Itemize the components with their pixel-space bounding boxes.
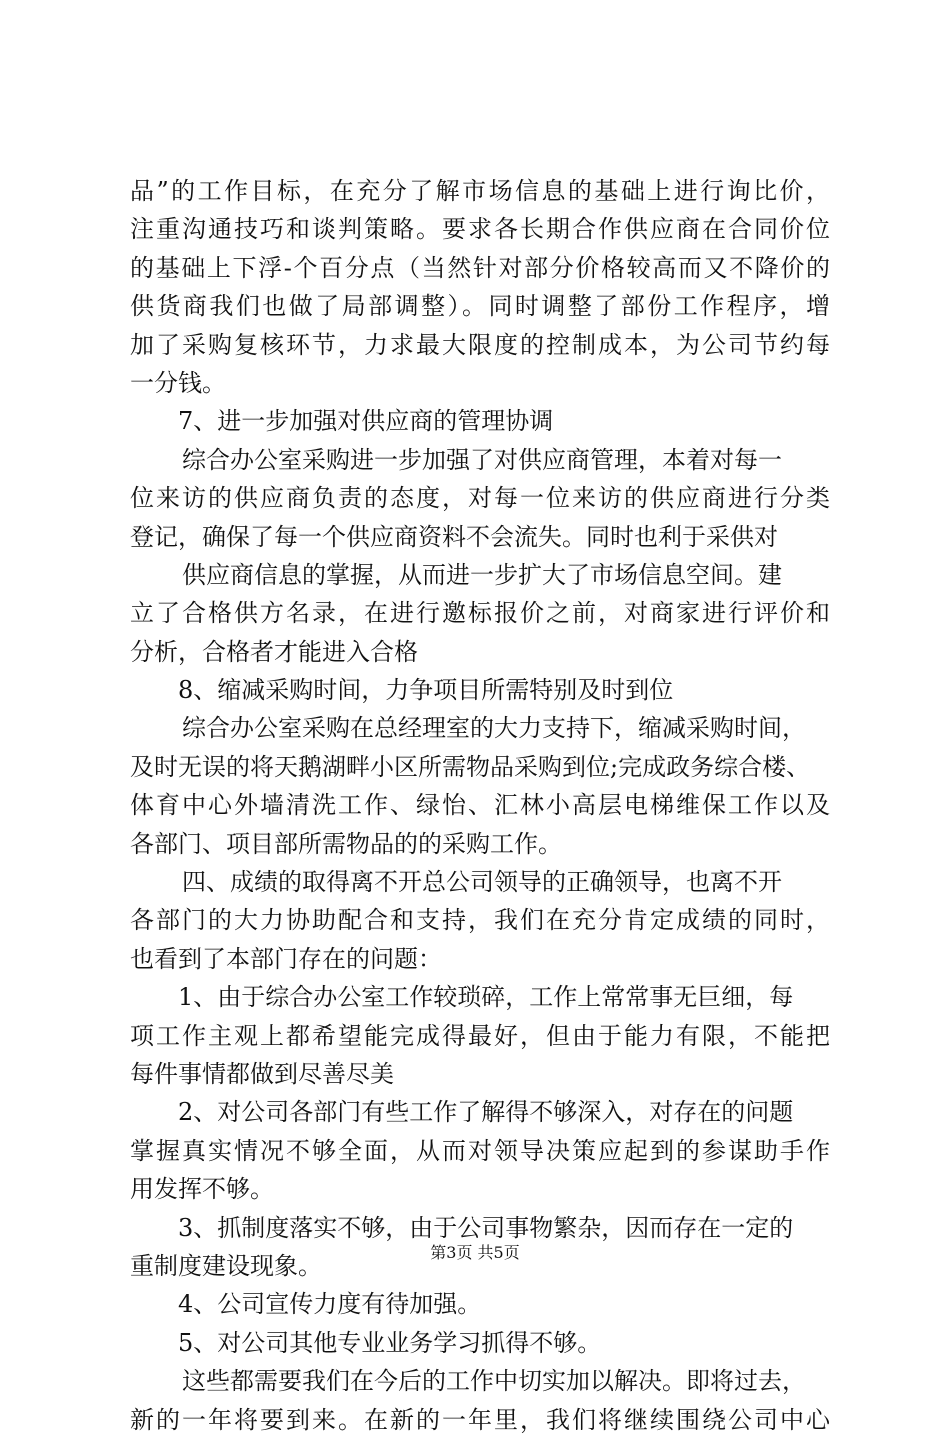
list-item: 1、由于综合办公室工作较琐碎，工作上常常事无巨细，每 <box>178 983 794 1012</box>
text-line: 注重沟通技巧和谈判策略。要求各长期合作供应商在合同价位 <box>130 215 830 244</box>
text-line: 登记，确保了每一个供应商资料不会流失。同时也利于采供对 <box>130 522 778 551</box>
text-line: 综合办公室采购在总经理室的大力支持下，缩减采购时间， <box>182 714 806 743</box>
text-line: 项工作主观上都希望能完成得最好，但由于能力有限，不能把 <box>130 1021 830 1050</box>
list-item: 4、公司宣传力度有待加强。 <box>178 1290 482 1319</box>
text-line: 分析，合格者才能进入合格 <box>130 637 418 666</box>
text-line: 每件事情都做到尽善尽美 <box>130 1059 394 1088</box>
page-number-footer: 第3页 共5页 <box>430 1243 520 1262</box>
text-line: 立了合格供方名录，在进行邀标报价之前，对商家进行评价和 <box>130 599 830 628</box>
text-line: 体育中心外墙清洗工作、绿怡、汇林小高层电梯维保工作以及 <box>130 791 830 820</box>
text-line: 品”的工作目标，在充分了解市场信息的基础上进行询比价， <box>130 177 830 205</box>
text-line: 位来访的供应商负责的态度，对每一位来访的供应商进行分类 <box>130 484 830 513</box>
text-line: 加了采购复核环节，力求最大限度的控制成本，为公司节约每 <box>130 330 830 359</box>
text-line: 用发挥不够。 <box>130 1175 274 1204</box>
text-line: 掌握真实情况不够全面，从而对领导决策应起到的参谋助手作 <box>130 1136 830 1165</box>
text-line: 供应商信息的掌握，从而进一步扩大了市场信息空间。建 <box>182 560 782 589</box>
text-line: 的基础上下浮-个百分点（当然针对部分价格较高而又不降价的 <box>130 253 830 282</box>
text-line: 各部门、项目部所需物品的的采购工作。 <box>130 829 562 858</box>
section-heading: 7、进一步加强对供应商的管理协调 <box>178 407 554 436</box>
text-line: 重制度建设现象。 <box>130 1251 322 1280</box>
text-line: 一分钱。 <box>130 368 226 397</box>
list-item: 2、对公司各部门有些工作了解得不够深入，对存在的问题 <box>178 1098 794 1127</box>
text-line: 各部门的大力协助配合和支持，我们在充分肯定成绩的同时， <box>130 906 830 935</box>
text-line: 这些都需要我们在今后的工作中切实加以解决。即将过去， <box>182 1367 806 1396</box>
text-line: 综合办公室采购进一步加强了对供应商管理，本着对每一 <box>182 445 782 474</box>
text-line: 也看到了本部门存在的问题： <box>130 944 442 973</box>
text-line: 四、成绩的取得离不开总公司领导的正确领导，也离不开 <box>182 868 782 897</box>
text-line: 供货商我们也做了局部调整）。同时调整了部份工作程序，增 <box>130 292 830 321</box>
list-item: 3、抓制度落实不够，由于公司事物繁杂，因而存在一定的 <box>178 1213 794 1242</box>
list-item: 5、对公司其他专业业务学习抓得不够。 <box>178 1328 602 1357</box>
text-line: 及时无误的将天鹅湖畔小区所需物品采购到位;完成政务综合楼、 <box>130 752 811 781</box>
section-heading: 8、缩减采购时间，力争项目所需特别及时到位 <box>178 676 674 705</box>
text-line: 新的一年将要到来。在新的一年里，我们将继续围绕公司中心 <box>130 1405 830 1434</box>
